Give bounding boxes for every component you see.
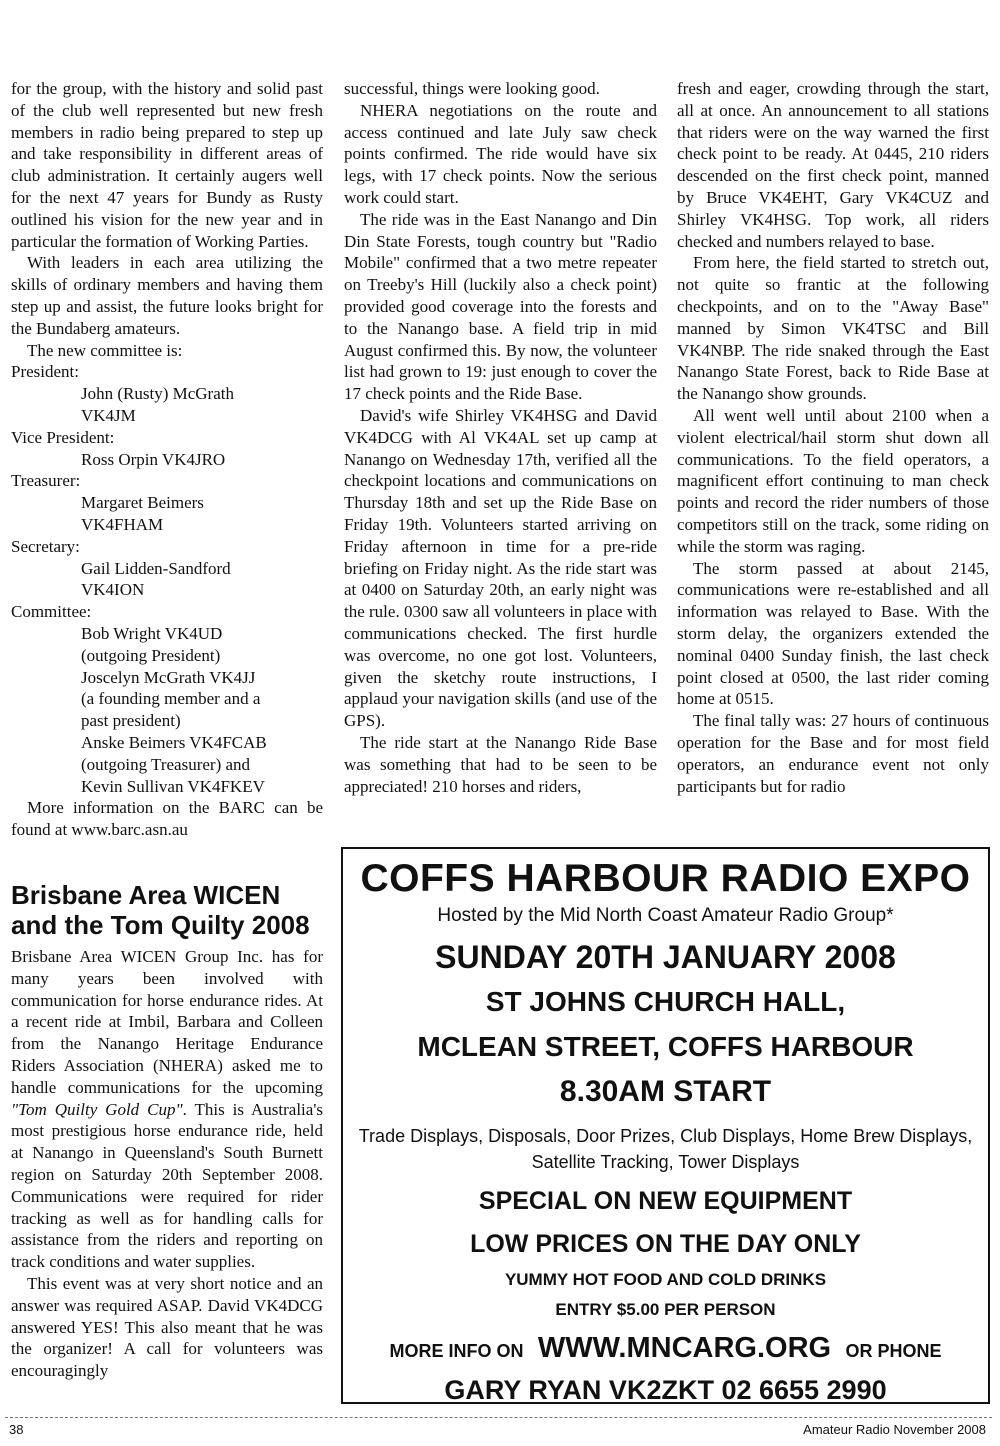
paragraph: The ride was in the East Nanango and Din Din State Forests, tough country but "Radio Mobile" confirmed that a two metre repeater on Treeby's Hill (luckily also a check point) provided good coverage into the forests and to the Nanango base. A field trip in mid August confirmed this. By now, the volunteer list had grown to 19: just enough to cover the 17 check points and the Ride Base. — [344, 209, 657, 404]
paragraph: The final tally was: 27 hours of continuous operation for the Base and for most field operators, an endurance event not only participants but for radio — [677, 711, 989, 796]
ad-or-phone: OR PHONE — [845, 1341, 942, 1361]
paragraph: The storm passed at about 2145, communications were re-established and all information was relayed to Base. With the storm delay, the organizers extended the nominal 0400 Sunday finish, the last check point closed at 0500, the last rider coming home at 0515. — [677, 558, 989, 709]
committee-member-note: (outgoing President) — [81, 645, 221, 665]
committee-callsign: VK4FHAM — [81, 514, 164, 534]
committee-name: John (Rusty) McGrath — [81, 384, 234, 404]
committee-label-president: President: — [11, 362, 79, 382]
paragraph-text: Brisbane Area WICEN Group Inc. has for many years been involved with communication for horse endurance rides. At a recent ride at Imbil, Barbara and Colleen from the Nanango Heritage Endurance Riders Association (NHERA) asked me to handle communications for the upcoming — [11, 947, 323, 1097]
paragraph: From here, the field started to stretch out, not quite so frantic at the following checkpoints, and on to the "Away Base" manned by Simon VK4TSC and Bill VK4NBP. The ride snaked through the East Nanango State Forest, back to Ride Base at the Nanango show grounds. — [677, 253, 989, 404]
column-1 — [11, 78, 323, 841]
ad-entry-fee: ENTRY $5.00 PER PERSON — [555, 1300, 776, 1319]
article-heading: Brisbane Area WICEN and the Tom Quilty 2008 — [11, 880, 310, 940]
event-title: "Tom Quilty Gold Cup" — [11, 1099, 183, 1119]
committee-name: Margaret Beimers — [81, 493, 204, 513]
ad-contact: GARY RYAN VK2ZKT 02 6655 2990 — [444, 1375, 887, 1405]
committee-member: Joscelyn McGrath VK4JJ — [81, 667, 256, 687]
ad-more-info — [343, 1332, 988, 1365]
ad-venue-line-2: MCLEAN STREET, COFFS HARBOUR — [417, 1031, 914, 1062]
paragraph: for the group, with the history and solid past of the club well represented but new fresh members in radio being prepared to step up and take responsibility in different areas of club administration. It certainly augers well for the next 47 years for Bundy as Rusty outlined his vision for the new year and in particular the formation of Working Parties. — [11, 79, 323, 251]
committee-member: Kevin Sullivan VK4FKEV — [81, 776, 265, 796]
committee-member-note: past president) — [81, 711, 181, 731]
paragraph: David's wife Shirley VK4HSG and David VK4DCG with Al VK4AL set up camp at Nanango on Wednesday 17th, verified all the checkpoint locations and communications on Thursday 18th and set up the Ride Base on Friday 19th. Volunteers started arriving on Friday afternoon in time for a pre-ride briefing on Friday night. As the ride start was at 0400 on Saturday 20th, an early night was the rule. 0300 saw all volunteers in place with communications checked. The first hurdle was overcome, no one got lost. Volunteers, given the sketchy route instructions, I applaud your navigation skills (and use of the GPS). — [344, 405, 657, 731]
committee-member-note: (a founding member and a — [81, 689, 261, 709]
paragraph: All went well until about 2100 when a violent electrical/hail storm shut down all communications. To the field operators, a magnificent effort continuing to man check points and record the rider numbers of those competitors still on the track, some riding on while the storm was raging. — [677, 405, 989, 556]
ad-features: Trade Displays, Disposals, Door Prizes, Club Displays, Home Brew Displays, Satellite Tracking, Tower Displays — [358, 1126, 973, 1172]
column-2 — [344, 78, 657, 797]
ad-food: YUMMY HOT FOOD AND COLD DRINKS — [504, 1270, 827, 1289]
ad-title: COFFS HARBOUR RADIO EXPO — [360, 857, 971, 900]
committee-member: Bob Wright VK4UD — [81, 623, 223, 643]
ad-date: SUNDAY 20TH JANUARY 2008 — [435, 939, 896, 975]
committee-label-secretary: Secretary: — [11, 536, 80, 556]
ad-more-info-prefix: MORE INFO ON — [389, 1341, 524, 1361]
paragraph — [11, 946, 323, 1273]
committee-callsign: VK4ION — [81, 580, 145, 600]
column-1-article — [11, 946, 323, 1382]
paragraph: This event was at very short notice and an answer was required ASAP. David VK4DCG answered YES! This also meant that he was the organizer! A call for volunteers was encouragingly — [11, 1273, 323, 1381]
committee-label-treasurer: Treasurer: — [11, 471, 81, 491]
committee-name: Ross Orpin VK4JRO — [81, 449, 226, 469]
paragraph: fresh and eager, crowding through the start, all at once. An announcement to all stations that riders were on the way warned the first check point to be ready. At 0445, 210 riders descended on the first check point, manned by Bruce VK4EHT, Gary VK4CUZ and Shirley VK4HSG. Top work, all riders checked and numbers relayed to base. — [677, 79, 989, 251]
committee-callsign: VK4JM — [81, 405, 136, 425]
committee-label-committee: Committee: — [11, 602, 92, 622]
ad-start-time: 8.30AM START — [559, 1075, 772, 1108]
expo-advertisement — [341, 847, 990, 1404]
footer-divider — [5, 1417, 992, 1418]
column-3 — [677, 78, 989, 797]
publication-name: Amateur Radio November 2008 — [803, 1422, 986, 1437]
paragraph: The ride start at the Nanango Ride Base was something that had to be seen to be appreciated! 210 horses and riders, — [344, 732, 657, 796]
ad-hosted-by: Hosted by the Mid North Coast Amateur Radio Group* — [437, 905, 894, 926]
paragraph: With leaders in each area utilizing the skills of ordinary members and having them step up and assist, the future looks bright for the Bundaberg amateurs. — [11, 253, 323, 338]
committee-member-note: (outgoing Treasurer) and — [81, 754, 251, 774]
more-info-paragraph: More information on the BARC can be found at www.barc.asn.au — [11, 798, 323, 840]
ad-venue-line-1: ST JOHNS CHURCH HALL, — [485, 986, 846, 1017]
paragraph: The new committee is: — [27, 340, 183, 360]
ad-website-link[interactable]: WWW.MNCARG.ORG — [537, 1332, 832, 1364]
paragraph: NHERA negotiations on the route and access continued and late July saw check points confirmed. The ride would have six legs, with 17 check points. Now the serious work could start. — [344, 100, 657, 207]
page-number: 38 — [9, 1422, 24, 1437]
committee-member: Anske Beimers VK4FCAB — [81, 732, 267, 752]
committee-label-vice-president: Vice President: — [11, 427, 115, 447]
ad-special: SPECIAL ON NEW EQUIPMENT — [478, 1187, 853, 1215]
paragraph: successful, things were looking good. — [344, 79, 600, 98]
paragraph-text: . This is Australia's most prestigious horse endurance ride, held at Nanango in Queensland's South Burnett region on Saturday 20th September 2008. Communications were required for rider tracking as well as for handling calls for assistance from the riders and reporting on track conditions and water supplies. — [11, 1099, 323, 1272]
committee-name: Gail Lidden-Sandford — [81, 558, 231, 578]
ad-low-prices: LOW PRICES ON THE DAY ONLY — [470, 1230, 861, 1258]
